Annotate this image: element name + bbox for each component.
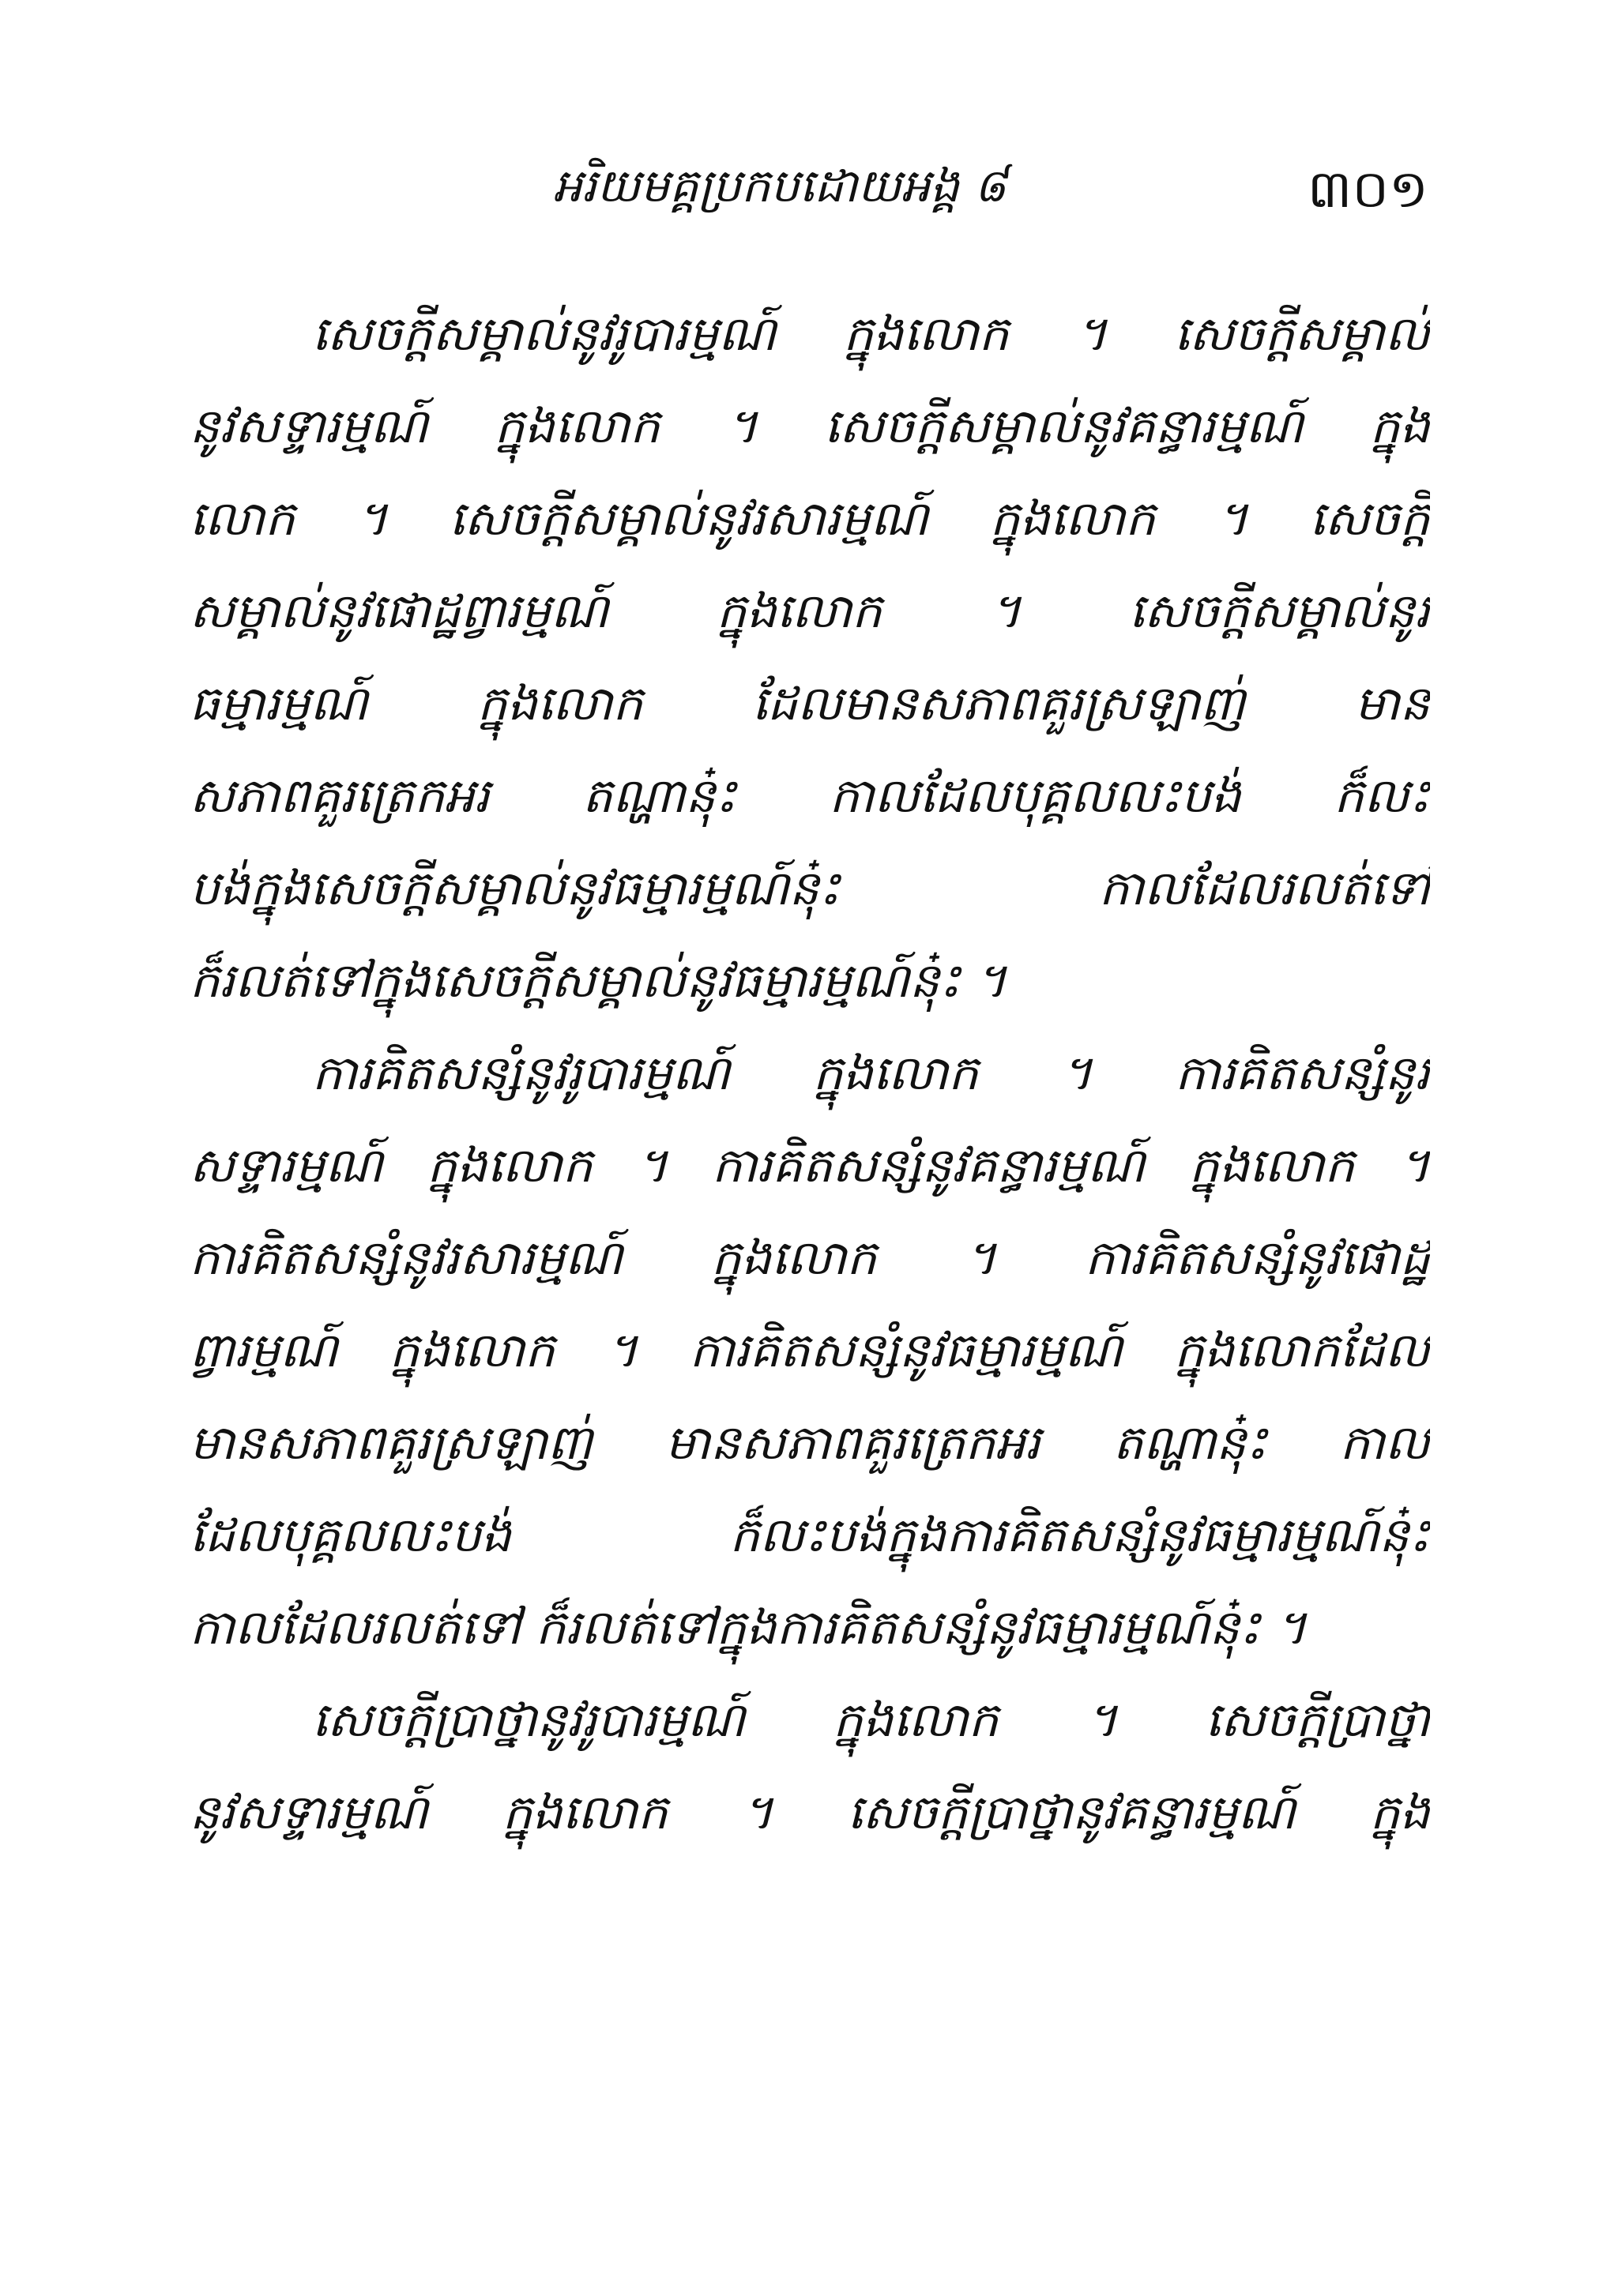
- text-line: នូវសទ្ទារម្មណ៍ ក្នុងលោក ។ សេចក្ដីសម្គាល់នូវគន្ធារម្មណ៍ ក្នុង: [190, 399, 1430, 454]
- text-line: សភាពគួរត្រេកអរ តណ្ហានុ៎ះ កាលដែលបុគ្គលលះបង់ ក៏លះ: [190, 768, 1430, 824]
- paragraph-2: [190, 1028, 1430, 1674]
- text-line: ដែលបុគ្គលលះបង់ ក៏លះបង់ក្នុងការគិតសន្សំនូវធម្មារម្មណ៍នុ៎ះ: [190, 1508, 1430, 1563]
- text-line: សទ្ទារម្មណ៍ ក្នុងលោក ។ ការគិតសន្សំនូវគន្ធារម្មណ៍ ក្នុងលោក ។: [190, 1138, 1430, 1193]
- paragraph-3: [190, 1674, 1430, 1859]
- page-number: ៣០១: [1307, 159, 1428, 220]
- body-text: [190, 288, 1430, 1859]
- text-line: លោក ។ សេចក្ដីសម្គាល់នូវរសារម្មណ៍ ក្នុងលោក ។ សេចក្ដី: [190, 491, 1430, 547]
- text-line: បង់ក្នុងសេចក្ដីសម្គាល់នូវធម្មារម្មណ៍នុ៎ះ កាលដែលរលត់ទៅ: [190, 861, 1430, 916]
- text-line: ធម្មារម្មណ៍ ក្នុងលោក ដែលមានសភាពគួរស្រឡាញ់ មាន: [190, 676, 1430, 731]
- paragraph-1: [190, 288, 1430, 1028]
- text-line: ក៏រលត់ទៅក្នុងសេចក្ដីសម្គាល់នូវធម្មារម្មណ៍នុ៎ះ ។: [190, 953, 1007, 1009]
- text-line: សេចក្ដីប្រាថ្នានូវរូបារម្មណ៍ ក្នុងលោក ។ សេចក្ដីប្រាថ្នា: [312, 1693, 1430, 1748]
- text-line: នូវសទ្ទារម្មណ៍ ក្នុងលោក ។ សេចក្ដីប្រាថ្នានូវគន្ធារម្មណ៍ ក្នុង: [190, 1785, 1430, 1840]
- running-header: [0, 146, 1618, 233]
- running-title: អរិយមគ្គប្រកបដោយអង្គ ៨: [553, 159, 1007, 212]
- text-line: ព្វារម្មណ៍ ក្នុងលោក ។ ការគិតសន្សំនូវធម្មារម្មណ៍ ក្នុងលោកដែល: [190, 1323, 1430, 1378]
- text-line: ការគិតសន្សំនូវរសារម្មណ៍ ក្នុងលោក ។ ការគិតសន្សំនូវផោដ្ឋ: [190, 1231, 1430, 1286]
- text-line: កាលដែលរលត់ទៅ ក៏រលត់ទៅក្នុងការគិតសន្សំនូវធម្មារម្មណ៍នុ៎ះ ។: [190, 1600, 1307, 1655]
- text-line: សេចក្ដីសម្គាល់នូវរូបារម្មណ៍ ក្នុងលោក ។ សេចក្ដីសម្គាល់: [312, 306, 1430, 362]
- text-line: សម្គាល់នូវផោដ្ឋព្វារម្មណ៍ ក្នុងលោក ។ សេចក្ដីសម្គាល់នូវ: [190, 584, 1430, 639]
- text-line: ការគិតសន្សំនូវរូបារម្មណ៍ ក្នុងលោក ។ ការគិតសន្សំនូវ: [312, 1046, 1430, 1101]
- text-line: មានសភាពគួរស្រឡាញ់ មានសភាពគួរត្រេកអរ តណ្ហានុ៎ះ កាល: [190, 1415, 1430, 1471]
